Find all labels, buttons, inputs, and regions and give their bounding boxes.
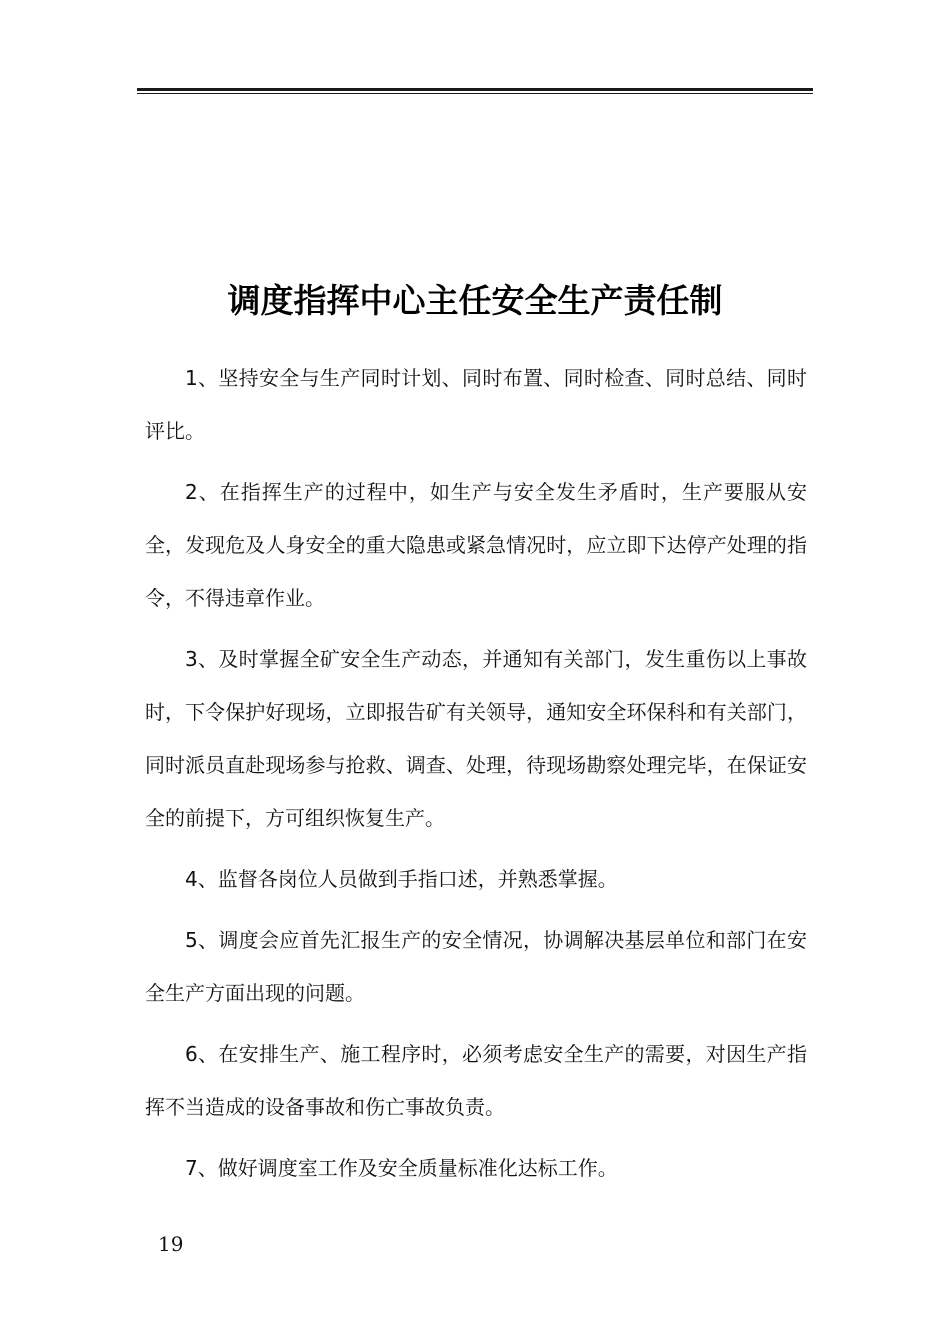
paragraph-4: 4、监督各岗位人员做到手指口述，并熟悉掌握。	[185, 867, 618, 891]
page-number: 19	[158, 1232, 184, 1256]
document-body	[145, 352, 807, 1203]
document-title: 调度指挥中心主任安全生产责任制	[227, 281, 723, 320]
header-rule-thin-line	[137, 93, 813, 94]
paragraph-7: 7、做好调度室工作及安全质量标准化达标工作。	[185, 1156, 618, 1180]
paragraph-6: 6、在安排生产、施工程序时，必须考虑安全生产的需要，对因生产指挥不当造成的设备事故和伤亡事故负责。	[145, 1042, 807, 1119]
paragraph-1: 1、坚持安全与生产同时计划、同时布置、同时检查、同时总结、同时评比。	[145, 366, 807, 443]
paragraph-5: 5、调度会应首先汇报生产的安全情况，协调解决基层单位和部门在安全生产方面出现的问题。	[145, 928, 807, 1005]
paragraph-2: 2、在指挥生产的过程中，如生产与安全发生矛盾时，生产要服从安全，发现危及人身安全的重大隐患或紧急情况时，应立即下达停产处理的指令，不得违章作业。	[145, 480, 807, 610]
header-rule-thick-line	[137, 88, 813, 91]
header-double-rule	[137, 88, 813, 96]
paragraph-3: 3、及时掌握全矿安全生产动态，并通知有关部门，发生重伤以上事故时，下令保护好现场，立即报告矿有关领导，通知安全环保科和有关部门，同时派员直赴现场参与抢救、调查、处理，待现场勘察处理完毕，在保证安全的前提下，方可组织恢复生产。	[145, 647, 807, 830]
